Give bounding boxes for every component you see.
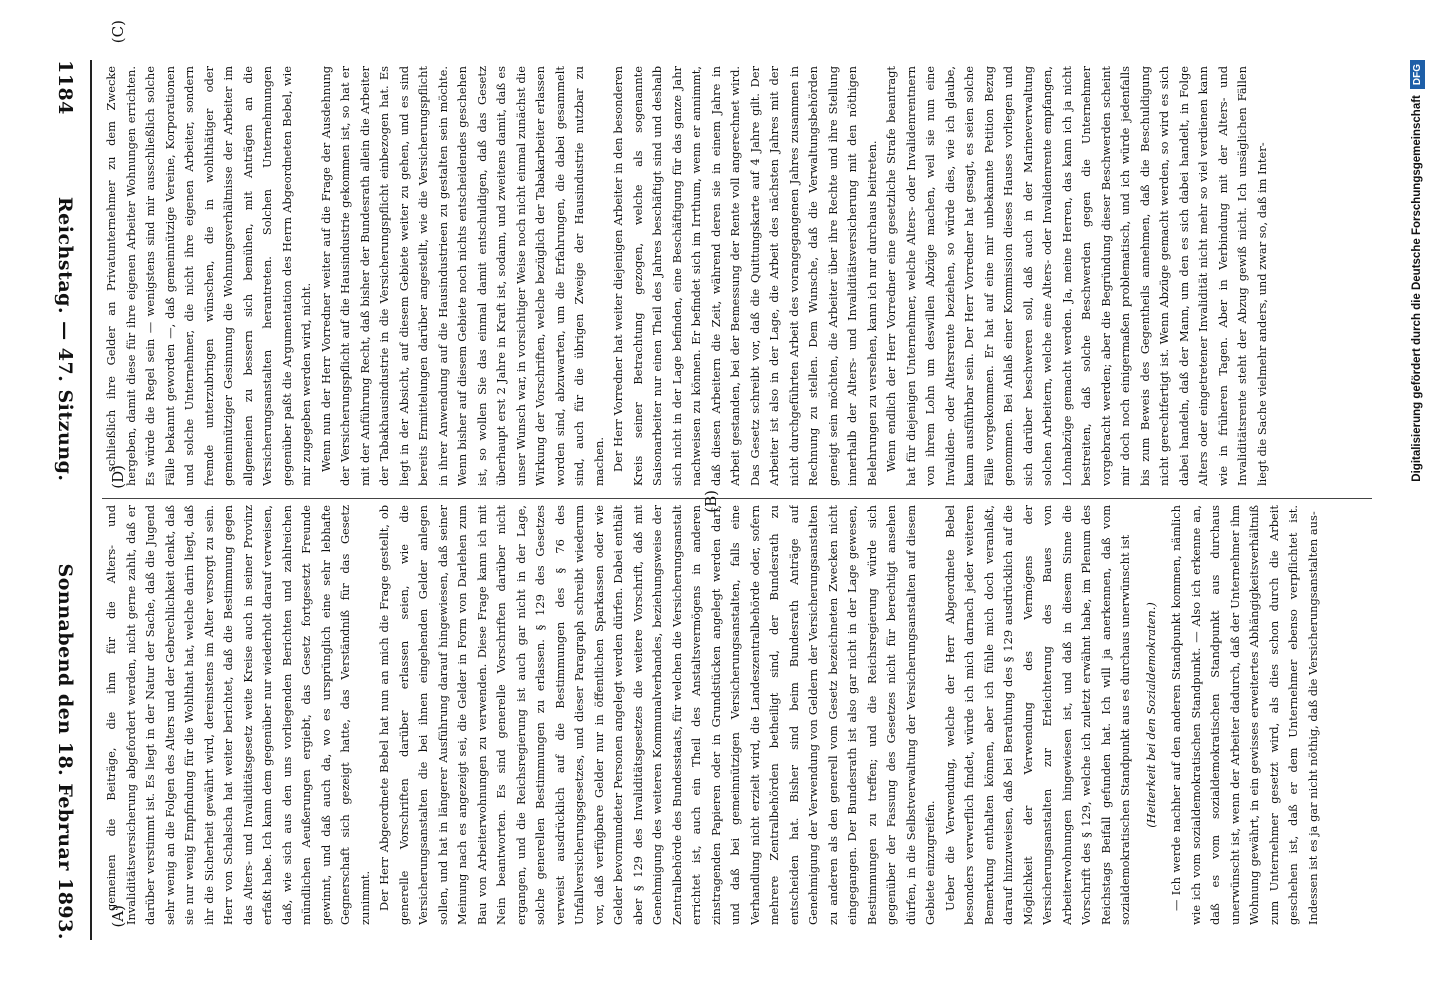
paragraph: Der Herr Vorredner hat weiter diejenigen Arbeiter in den besonderen Kreis seiner Betrachtung gezogen, welche als sogenannte Saisonarbeiter nur einen Theil des Jahres beschäftigt sind und deshalb sich nicht in der Lage befinden, eine Beschäftigung für das ganze Jahr nachweisen zu können. Er befindet sich im Irrthum, wenn er annimmt, daß diesen Arbeitern die Zeit, während deren sie in einem Jahre in Arbeit gestanden, bei der Bemessung der Rente voll angerechnet wird. Das Gesetz schreibt vor, daß die Quittungskarte auf 4 Jahre gilt. Der Arbeiter ist also in der Lage, die Arbeit des nächsten Jahres mit der nicht durchgeführten Arbeit des vorangegangenen Jahres zusammen in Rechnung zu stellen. Dem Wunsche, daß die Verwaltungsbehörden geneigt sein möchten, die Arbeiter über ihre Rechte und ihre Stellung innerhalb der Alters- und Invaliditätsversicherung mit den nöthigen Belehrungen zu versehen, kann ich nur durchaus beitreten.: [611, 66, 879, 486]
paragraph: gemeinen die Beiträge, die ihm für die Alters- und Invaliditätsversicherung abgefordert werden, nicht gerne zahlt, daß er darüber verstimmt ist. Es liegt in der Natur der Sache, daß die Jugend sehr wenig an die Folgen des Alters und der Gebrechlichkeit denkt, daß sie nur wenig Empfindung für die Wohlthat hat, welche darin liegt, daß ihr die Sicherheit gewährt wird, dereinstens im Alter versorgt zu sein. Herr von Schalscha hat weiter berichtet, daß die Bestimmung gegen das Alters- und Invaliditätsgesetz weite Kreise auch in seiner Provinz erfaßt habe. Ich kann dem gegenüber nur wiederholt darauf verweisen, daß, wie sich aus den uns vorliegenden Berichten und zahlreichen mündlichen Aeußerungen ergiebt, das Gesetz fortgesetzt Freunde gewinnt, und daß auch da, wo es ursprünglich eine sehr lebhafte Gegnerschaft sich gezeigt hatte, das Verständniß für das Gesetz zunimmt.: [104, 505, 372, 925]
column-divider: [102, 498, 1372, 499]
page-header: [54, 60, 84, 940]
right-column: [102, 66, 1372, 486]
dfg-credit-text: Digitalisierung gefördert durch die Deutsche Forschungsgemeinschaft: [1411, 95, 1423, 482]
digitization-footer: [1406, 60, 1428, 940]
paragraph: schließlich ihre Gelder an Privatunternehmer zu dem Zwecke hergeben, damit diese für ihre eigenen Arbeiter Wohnungen errichten. Es würde die Regel sein — wenigstens sind mir ausschließlich solche Fälle bekannt geworden —, daß gemeinnützige Vereine, Korporationen und solche Unternehmer, die nicht ihre eigenen Arbeiter, sondern fremde unterzubringen wünschen, die in wohlthätiger oder gemeinnütziger Gesinnung die Wohnungsverhältnisse der Arbeiter im allgemeinen zu bessern sich bemühen, mit Anträgen an die Versicherungsanstalten herantreten. Solchen Unternehmungen gegenüber paßt die Argumentation des Herrn Abgeordneten Bebel, wie mir zugegeben werden wird, nicht.: [104, 66, 313, 486]
paragraph: Wenn endlich der Herr Vorredner eine gesetzliche Strafe beantragt hat für diejenigen Unternehmer, welche Alters- oder Invalidenrentnern von ihrem Lohn um deswillen Abzüge machen, weil sie nun eine Invaliden- oder Altersrente beziehen, so würde dies, wie ich glaube, kaum ausführbar sein. Der Herr Vorredner hat gesagt, es seien solche Fälle vorgekommen. Er hat auf eine mir unbekannte Petition Bezug genommen. Bei Anlaß einer Kommission dieses Hauses vorliegen und sich darüber beschweren soll, daß auch in der Marineverwaltung solchen Arbeitern, welche eine Alters- oder Invalidenrente empfangen, Lohnabzüge gemacht werden. Ja, meine Herren, das kann ich ja nicht bestreiten, daß solche Beschwerden gegen die Unternehmer vorgebracht werden; aber die Begründung dieser Beschwerden scheint mir doch noch einigermaßen problematisch, und ich würde jedenfalls bis zum Beweis des Gegentheils annehmen, daß die Beschuldigung nicht gerechtfertigt ist. Wenn Abzüge gemacht werden, so wird es sich dabei handeln, daß der Mann, um den es sich dabei handelt, in Folge Alters oder eingetretener Invalidität nicht mehr so viel verdienen kann wie in früheren Tagen. Aber in Verbindung mit der Alters- und Invaliditätsrente steht der Abzug gewiß nicht. Ich unsäglichen Fällen liegt die Sache vielmehr anders, und zwar so, daß im Inter-: [884, 66, 1269, 486]
dfg-logo: DFG: [1410, 60, 1425, 89]
margin-mark-b: (B): [702, 490, 720, 513]
left-column: [102, 505, 1372, 925]
session-title: Reichstag. — 47. Sitzung.: [54, 196, 76, 482]
margin-mark-c: (C): [109, 20, 127, 44]
paragraph: — Ich werde nachher auf den anderen Standpunkt kommen, nämlich wie ich vom sozialdemokratischen Standpunkt. — Also ich erkenne an, daß es vom sozialdemokratischen Standpunkt aus durchaus unerwünscht ist, wenn der Arbeiter dadurch, daß der Unternehmer ihm Wohnung gewährt, in ein gewisses erweitertes Abhängigkeitsverhältniß zum Unternehmer gesetzt wird, als dies schon durch die Arbeit geschehen ist, daß er dem Unternehmer ebenso verpflichtet ist. Indessen ist es ja gar nicht nöthig, daß die Versicherungsanstalten aus-: [1169, 505, 1320, 925]
margin-mark-d: (D): [109, 465, 127, 489]
paragraph: Wenn nun der Herr Vorredner weiter auf die Frage der Ausdehnung der Versicherungspflicht auf die Hausindustrie gekommen ist, so hat er mit der Anführung Recht, daß bisher der Bundesrath allein die Arbeiter der Tabakhausindustrie in die Versicherungspflicht einbezogen hat. Es liegt in der Absicht, auf diesem Gebiete weiter zu gehen, und es sind bereits Ermittelungen darüber angestellt, wie die Versicherungspflicht in ihrer Anwendung auf die Hausindustrieen zu gestalten sein möchte. Wenn bisher auf diesem Gebiete noch nichts entscheidendes geschehen ist, so wollen Sie das einmal damit entschuldigen, daß das Gesetz überhaupt erst 2 Jahre in Kraft ist, sodann, und zweitens damit, daß es unser Wunsch war, in vorsichtiger Weise noch nicht einmal zunächst die Wirkung der Vorschriften, welche bezüglich der Tabakarbeiter erlassen worden sind, abzuwarten, um die Erfahrungen, die dabei gesammelt sind, auch für die übrigen Zweige der Hausindustrie nutzbar zu machen.: [318, 66, 606, 486]
page-number: 1184: [54, 60, 76, 115]
header-rule: [90, 60, 92, 940]
session-date: Sonnabend den 18. Februar 1893.: [54, 563, 76, 940]
paragraph: Ueber die Verwendung, welche der Herr Abgeordnete Bebel besonders verwerflich findet, würde ich mich darnach jeder weiteren Bemerkung enthalten können, aber ich fühle mich doch veranlaßt, darauf hinzuweisen, daß bei Berathung des § 129 ausdrücklich auf die Möglichkeit der Verwendung des Vermögens der Versicherungsanstalten zur Erleichterung des Baues von Arbeiterwohnungen hingewiesen ist, und daß in diesem Sinne die Vorschrift des § 129, welche ich zuletzt erwähnt habe, im Plenum des Reichstags Beifall gefunden hat. Ich will ja anerkennen, daß vom sozialdemokratischen Standpunkt aus es durchaus unerwünscht ist: [942, 505, 1132, 925]
margin-mark-a: (A): [109, 905, 127, 928]
interjection: (Heiterkeit bei den Sozialdemokraten.): [1143, 602, 1158, 828]
paragraph: Der Herr Abgeordnete Bebel hat nun an mich die Frage gestellt, ob generelle Vorschriften darüber erlassen seien, wie die Versicherungsanstalten die bei ihnen eingehenden Gelder anlegen sollen, und hat in längerer Ausführung darauf hingewiesen, daß seiner Meinung nach es angezeigt sei, die Gelder in Form von Darlehen zum Bau von Arbeiterwohnungen zu verwenden. Diese Frage kann ich mit Nein beantworten. Es sind generelle Vorschriften darüber nicht ergangen, und die Reichsregierung ist auch gar nicht in der Lage, solche generellen Bestimmungen zu erlassen. § 129 des Gesetzes verweist ausdrücklich auf die Bestimmungen des § 76 des Unfallversicherungsgesetzes, und dieser Paragraph schreibt wiederum vor, daß verfügbare Gelder nur in öffentlichen Sparkassen oder wie Gelder bevormundeter Personen angelegt werden dürfen. Dabei enthält aber § 129 des Invaliditätsgesetzes die weitere Vorschrift, daß mit Genehmigung des weiteren Kommunalverbandes, beziehungsweise der Zentralbehörde des Bundesstaats, für welchen die Versicherungsanstalt errichtet ist, auch ein Theil des Anstaltsvermögens in anderen zinstragenden Papieren oder in Grundstücken angelegt werden darf, und daß bei gemeinnützigen Versicherungsanstalten, falls eine Verhandlung nicht erzielt wird, die Landeszentralbehörde oder, sofern mehrere Zentralbehörden betheiligt sind, der Bundesrath zu entscheiden hat. Bisher sind beim Bundesrath Anträge auf Genehmigung der Verwendung von Geldern der Versicherungsanstalten zu anderen als den generell vom Gesetz bezeichneten Zwecken nicht eingegangen. Der Bundesrath ist also gar nicht in der Lage gewesen, Bestimmungen zu treffen; und die Reichsregierung würde sich gegenüber der Fassung des Gesetzes nicht für berechtigt ansehen dürfen, in die Selbstverwaltung der Versicherungsanstalten auf diesem Gebiete einzugreifen.: [377, 505, 937, 925]
